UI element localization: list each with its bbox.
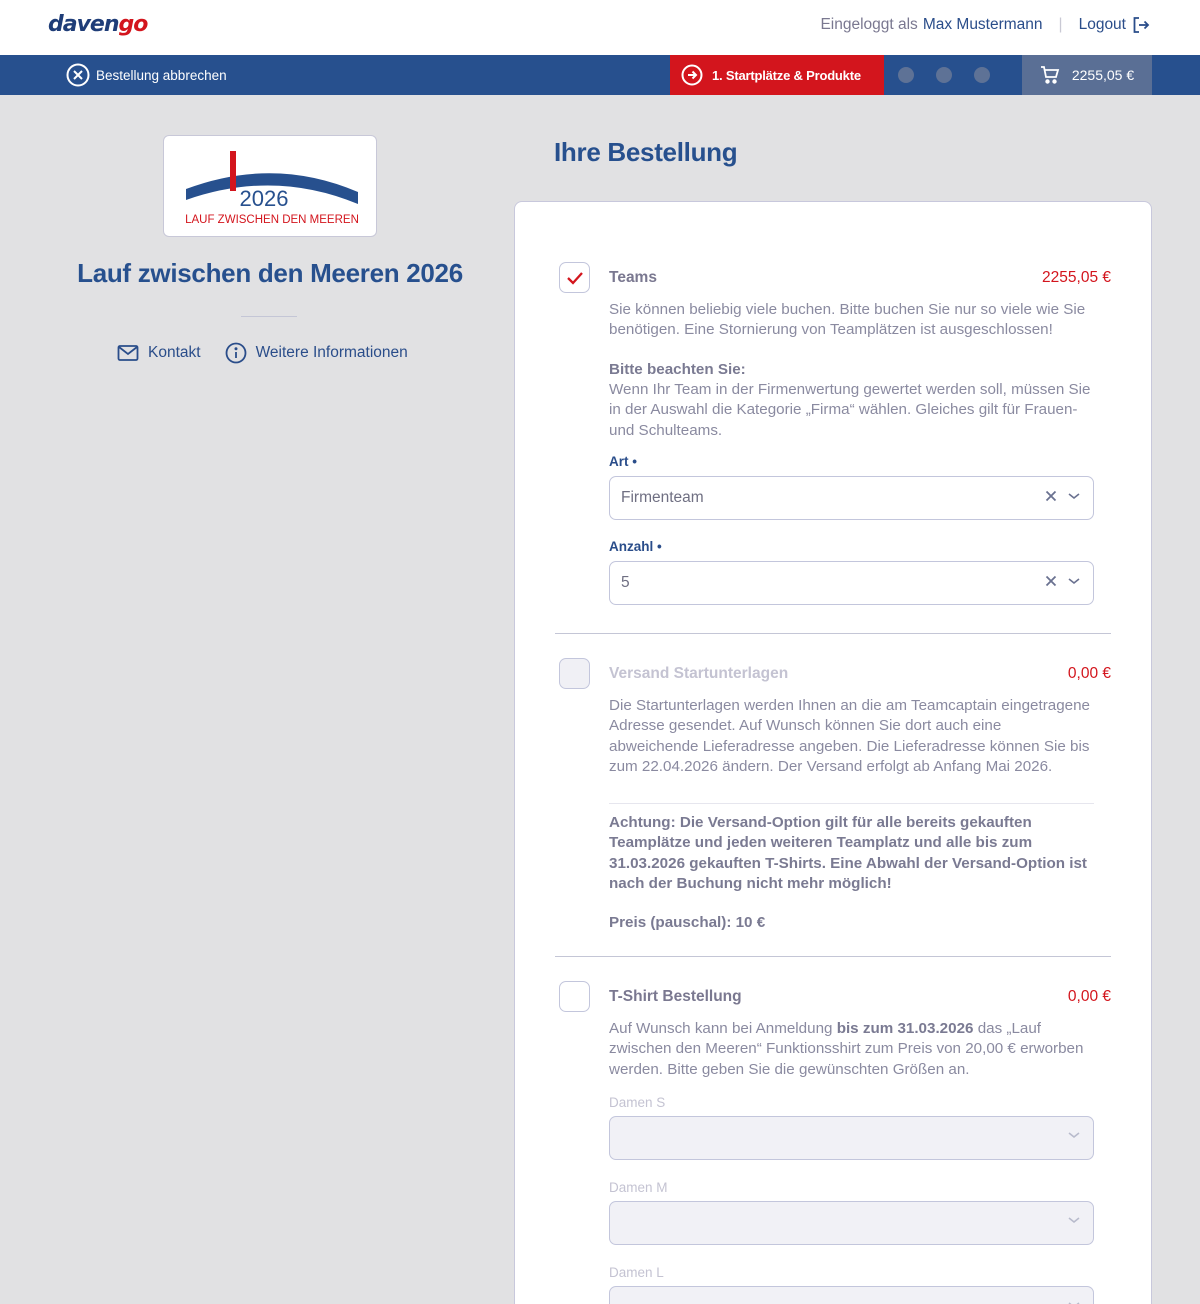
damen-m-select[interactable] bbox=[609, 1201, 1094, 1245]
product-name: T-Shirt Bestellung bbox=[609, 988, 742, 1005]
more-info-link[interactable] bbox=[225, 342, 408, 364]
art-label: Art • bbox=[609, 454, 637, 469]
clear-icon[interactable] bbox=[1045, 575, 1057, 587]
teams-checkbox[interactable] bbox=[559, 262, 590, 293]
divider bbox=[609, 803, 1094, 804]
art-select[interactable] bbox=[609, 476, 1094, 520]
product-description: Sie können beliebig viele buchen. Bitte buchen Sie nur so viele wie Sie benötigen. Eine Stornierung von Teamplätzen ist ausgeschlossen! bbox=[609, 301, 1086, 339]
svg-text:LAUF ZWISCHEN DEN MEEREN: LAUF ZWISCHEN DEN MEEREN bbox=[185, 214, 359, 226]
anzahl-select[interactable] bbox=[609, 561, 1094, 605]
product-price: 0,00 € bbox=[1067, 988, 1111, 1005]
logout-button[interactable] bbox=[1079, 16, 1150, 34]
info-icon bbox=[225, 342, 247, 364]
top-header bbox=[0, 0, 1200, 55]
event-logo-graphic bbox=[164, 136, 378, 238]
step-3-dot bbox=[936, 67, 952, 83]
anzahl-value: 5 bbox=[621, 574, 630, 591]
checkout-navbar bbox=[0, 55, 1200, 95]
note-text: Wenn Ihr Team in der Firmenwertung gewertet werden soll, müssen Sie in der Auswahl die Kategorie „Firma“ wählen. Gleiches gilt für Frauen- und Schulteams. bbox=[609, 381, 1091, 439]
chevron-down-icon[interactable] bbox=[1067, 576, 1081, 586]
order-card bbox=[514, 201, 1152, 1304]
user-name[interactable]: Max Mustermann bbox=[922, 16, 1043, 33]
cart-icon bbox=[1040, 65, 1060, 85]
divider bbox=[555, 633, 1111, 634]
event-links bbox=[117, 342, 408, 364]
anzahl-label: Anzahl • bbox=[609, 539, 662, 554]
chevron-down-icon[interactable] bbox=[1067, 491, 1081, 501]
step-1-products[interactable] bbox=[670, 55, 884, 95]
product-name: Teams bbox=[609, 269, 657, 286]
chevron-down-icon[interactable] bbox=[1067, 1300, 1081, 1304]
chevron-down-icon[interactable] bbox=[1067, 1215, 1081, 1225]
divider bbox=[555, 956, 1111, 957]
damen-s-select[interactable] bbox=[609, 1116, 1094, 1160]
damen-s-label: Damen S bbox=[609, 1095, 666, 1110]
product-price: 2255,05 € bbox=[1042, 269, 1111, 286]
shipping-price-note: Preis (pauschal): 10 € bbox=[609, 914, 766, 931]
cart-button[interactable] bbox=[1022, 55, 1152, 95]
event-logo bbox=[163, 135, 377, 237]
divider: | bbox=[1058, 16, 1063, 33]
logged-in-label: Eingeloggt als bbox=[820, 16, 918, 33]
damen-m-label: Damen M bbox=[609, 1180, 668, 1195]
logout-icon bbox=[1132, 16, 1150, 34]
shipping-warning: Achtung: Die Versand-Option gilt für alle bereits gekauften Teamplätze und jeden weiteren Teamplatz und alle bis zum 31.03.2026 gekauften T-Shirts. Eine Abwahl der Versand-Option ist nach der Buchung nicht mehr möglich! bbox=[609, 814, 1087, 892]
cancel-order-label: Bestellung abbrechen bbox=[96, 67, 227, 83]
cart-total: 2255,05 € bbox=[1071, 67, 1135, 83]
close-circle-icon bbox=[66, 63, 90, 87]
damen-l-select[interactable] bbox=[609, 1286, 1094, 1304]
more-info-label: Weitere Informationen bbox=[255, 344, 408, 361]
arrow-right-circle-icon bbox=[681, 64, 703, 86]
checkmark-icon bbox=[566, 271, 584, 285]
tshirt-checkbox[interactable] bbox=[559, 981, 590, 1012]
event-title: Lauf zwischen den Meeren 2026 bbox=[77, 258, 463, 288]
step-label: 1. Startplätze & Produkte bbox=[712, 67, 861, 83]
contact-link[interactable] bbox=[117, 342, 201, 364]
product-description: Auf Wunsch kann bei Anmeldung bis zum 31.03.2026 das „Lauf zwischen den Meeren“ Funktionsshirt zum Preis von 20,00 € erworben werden. Bitte geben Sie die gewünschten Größen an. bbox=[609, 1020, 1084, 1078]
order-title: Ihre Bestellung bbox=[554, 137, 738, 167]
davengo-logo[interactable]: davengo bbox=[48, 12, 148, 37]
cancel-order-button[interactable] bbox=[66, 55, 227, 95]
damen-l-label: Damen L bbox=[609, 1265, 664, 1280]
note-title: Bitte beachten Sie: bbox=[609, 361, 746, 378]
contact-label: Kontakt bbox=[148, 344, 201, 361]
logout-label: Logout bbox=[1078, 16, 1126, 33]
user-area bbox=[820, 16, 1150, 34]
svg-text:2026: 2026 bbox=[239, 186, 289, 211]
step-2-dot bbox=[898, 67, 914, 83]
step-4-dot bbox=[974, 67, 990, 83]
product-name: Versand Startunterlagen bbox=[609, 665, 789, 682]
clear-icon[interactable] bbox=[1045, 490, 1057, 502]
shipping-checkbox[interactable] bbox=[559, 658, 590, 689]
mail-icon bbox=[117, 344, 139, 362]
chevron-down-icon[interactable] bbox=[1067, 1130, 1081, 1140]
product-price: 0,00 € bbox=[1067, 665, 1111, 682]
divider bbox=[241, 316, 297, 317]
product-description: Die Startunterlagen werden Ihnen an die am Teamcaptain eingetragene Adresse gesendet. Auf Wunsch können Sie dort auch eine abweichende Lieferadresse angeben. Die Lieferadresse können Sie bis zum 22.04.2026 ändern. Der Versand erfolgt ab Anfang Mai 2026. bbox=[609, 697, 1090, 775]
art-value: Firmenteam bbox=[621, 489, 704, 506]
